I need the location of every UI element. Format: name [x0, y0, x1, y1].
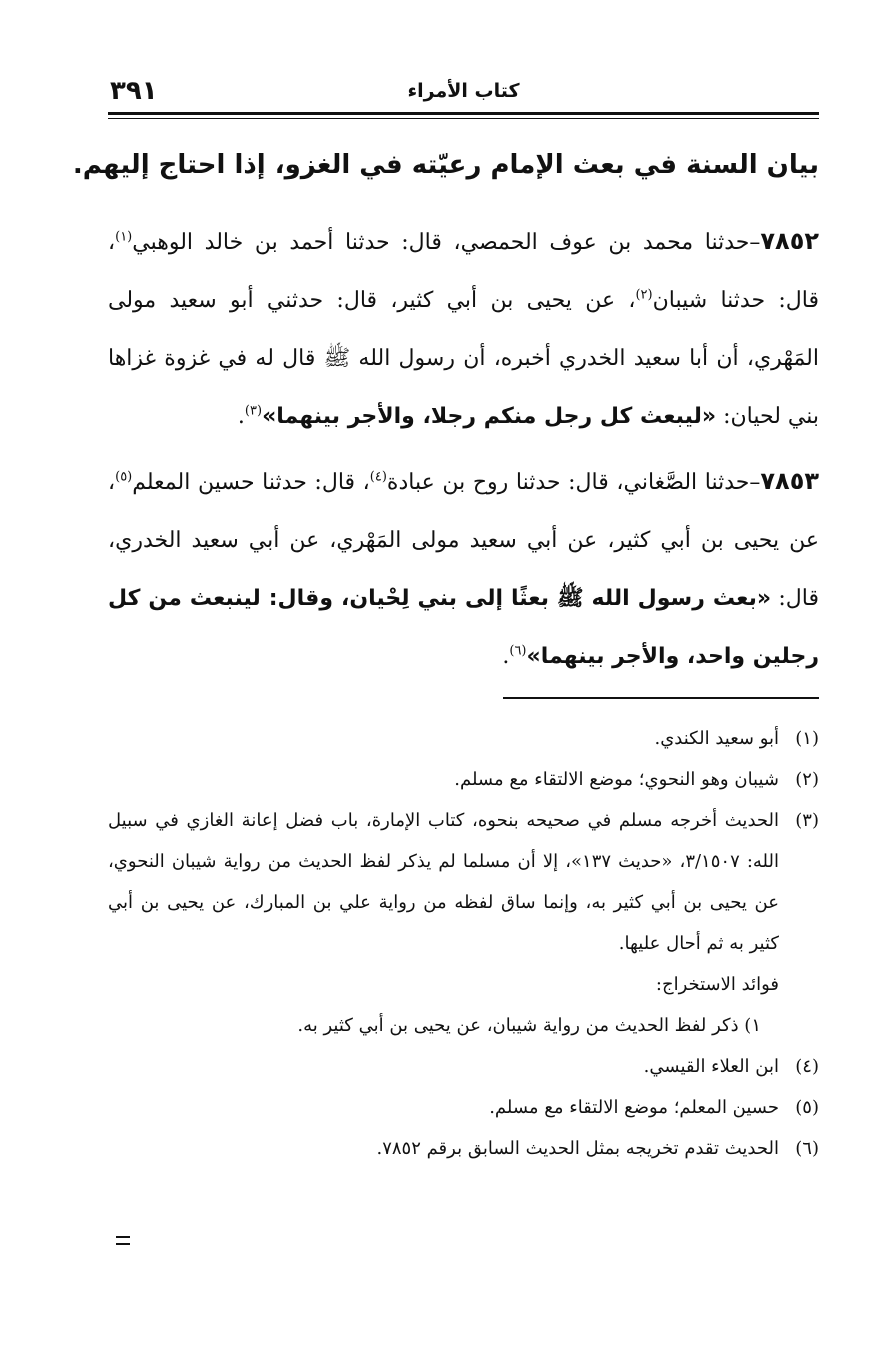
footnote-ref: (٢)	[635, 287, 653, 303]
footnote-text: أبو سعيد الكندي.	[654, 728, 779, 749]
footnote-number: (٣)	[795, 810, 819, 831]
footnote-item	[108, 1087, 819, 1128]
footnote-ref: (١)	[115, 229, 133, 245]
footnote-item	[108, 800, 819, 964]
footnote-item	[108, 718, 819, 759]
footnote-subheading: فوائد الاستخراج:	[655, 974, 779, 995]
footnote-text: ابن العلاء القيسي.	[643, 1056, 779, 1077]
hadith-text: ، قال: حدثنا حسين المعلم	[132, 470, 370, 495]
hadith-text: ، قال: حدثنا شيبان	[108, 230, 819, 313]
footnote-text: شيبان وهو النحوي؛ موضع الالتقاء مع مسلم.	[454, 769, 779, 790]
footnote-number: (٦)	[795, 1138, 819, 1159]
hadith-number: ٧٨٥٢	[760, 227, 819, 255]
footnote-number: (٤)	[795, 1056, 819, 1077]
footnote-ref: (٥)	[115, 469, 133, 485]
prophetic-quote: «بعث رسول الله ﷺ بعثًا إلى بني لِحْيان، وقال: لينبعث من كل رجلين واحد، والأجر بينهما»	[108, 586, 819, 669]
signature-mark	[116, 1236, 130, 1245]
hadith-text: ، عن يحيى بن أبي كثير، قال: حدثني أبو سعيد مولى المَهْري، أن أبا سعيد الخدري أخبره، أن رسول الله ﷺ قال له في غزوة غزاها بني لحيان:	[108, 288, 819, 429]
footnote-number: (١)	[795, 728, 819, 749]
sentence-end: .	[502, 644, 510, 669]
footnote-number: (٢)	[795, 769, 819, 790]
prophetic-quote: «ليبعث كل رجل منكم رجلا، والأجر بينهما»	[262, 404, 717, 429]
book-title: كتاب الأمراء	[407, 80, 520, 102]
footnote-benefit: ١) ذكر لفظ الحديث من رواية شيبان، عن يحيى بن أبي كثير به.	[297, 1015, 761, 1036]
hadith-text: ، عن يحيى بن أبي كثير، عن أبي سعيد مولى المَهْري، عن أبي سعيد الخدري، قال:	[108, 470, 819, 611]
hadith-7852	[108, 212, 819, 446]
footnote-separator	[503, 697, 819, 699]
section-heading: بيان السنة في بعث الإمام رعيّته في الغزو، إذا احتاج إليهم.	[72, 150, 819, 180]
main-text	[108, 212, 819, 692]
sentence-end: .	[237, 404, 245, 429]
footnote-item	[108, 1046, 819, 1087]
footnote-ref: (٣)	[244, 403, 263, 419]
hadith-text: –حدثنا الصَّغاني، قال: حدثنا روح بن عبادة	[386, 470, 761, 495]
footnote-ref: (٦)	[509, 643, 527, 659]
hadith-7853	[108, 452, 819, 686]
header-rule-thin	[108, 118, 819, 119]
footnotes	[108, 718, 819, 1169]
footnote-item	[108, 1128, 819, 1169]
page-number: ٣٩١	[110, 76, 158, 106]
footnote-number: (٥)	[795, 1097, 819, 1118]
footnote-item	[108, 759, 819, 800]
footnote-text: الحديث تقدم تخريجه بمثل الحديث السابق برقم ٧٨٥٢.	[376, 1138, 779, 1159]
footnote-text: الحديث أخرجه مسلم في صحيحه بنحوه، كتاب الإمارة، باب فضل إعانة الغازي في سبيل الله: ٣/١٥٠٧، «حديث ١٣٧»، إلا أن مسلما لم يذكر لفظ الحديث من رواية شيبان النحوي، عن يحيى بن أبي كثير به، وإنما ساق لفظه من رواية علي بن المبارك، عن يحيى بن أبي كثير به ثم أحال عليها.	[108, 810, 779, 954]
hadith-number: ٧٨٥٣	[760, 467, 819, 495]
header-rule-thick	[108, 112, 819, 115]
footnote-ref: (٤)	[369, 469, 387, 485]
footnote-text: حسين المعلم؛ موضع الالتقاء مع مسلم.	[489, 1097, 779, 1118]
running-header	[110, 76, 817, 110]
hadith-text: –حدثنا محمد بن عوف الحمصي، قال: حدثنا أحمد بن خالد الوهبي	[132, 230, 761, 255]
